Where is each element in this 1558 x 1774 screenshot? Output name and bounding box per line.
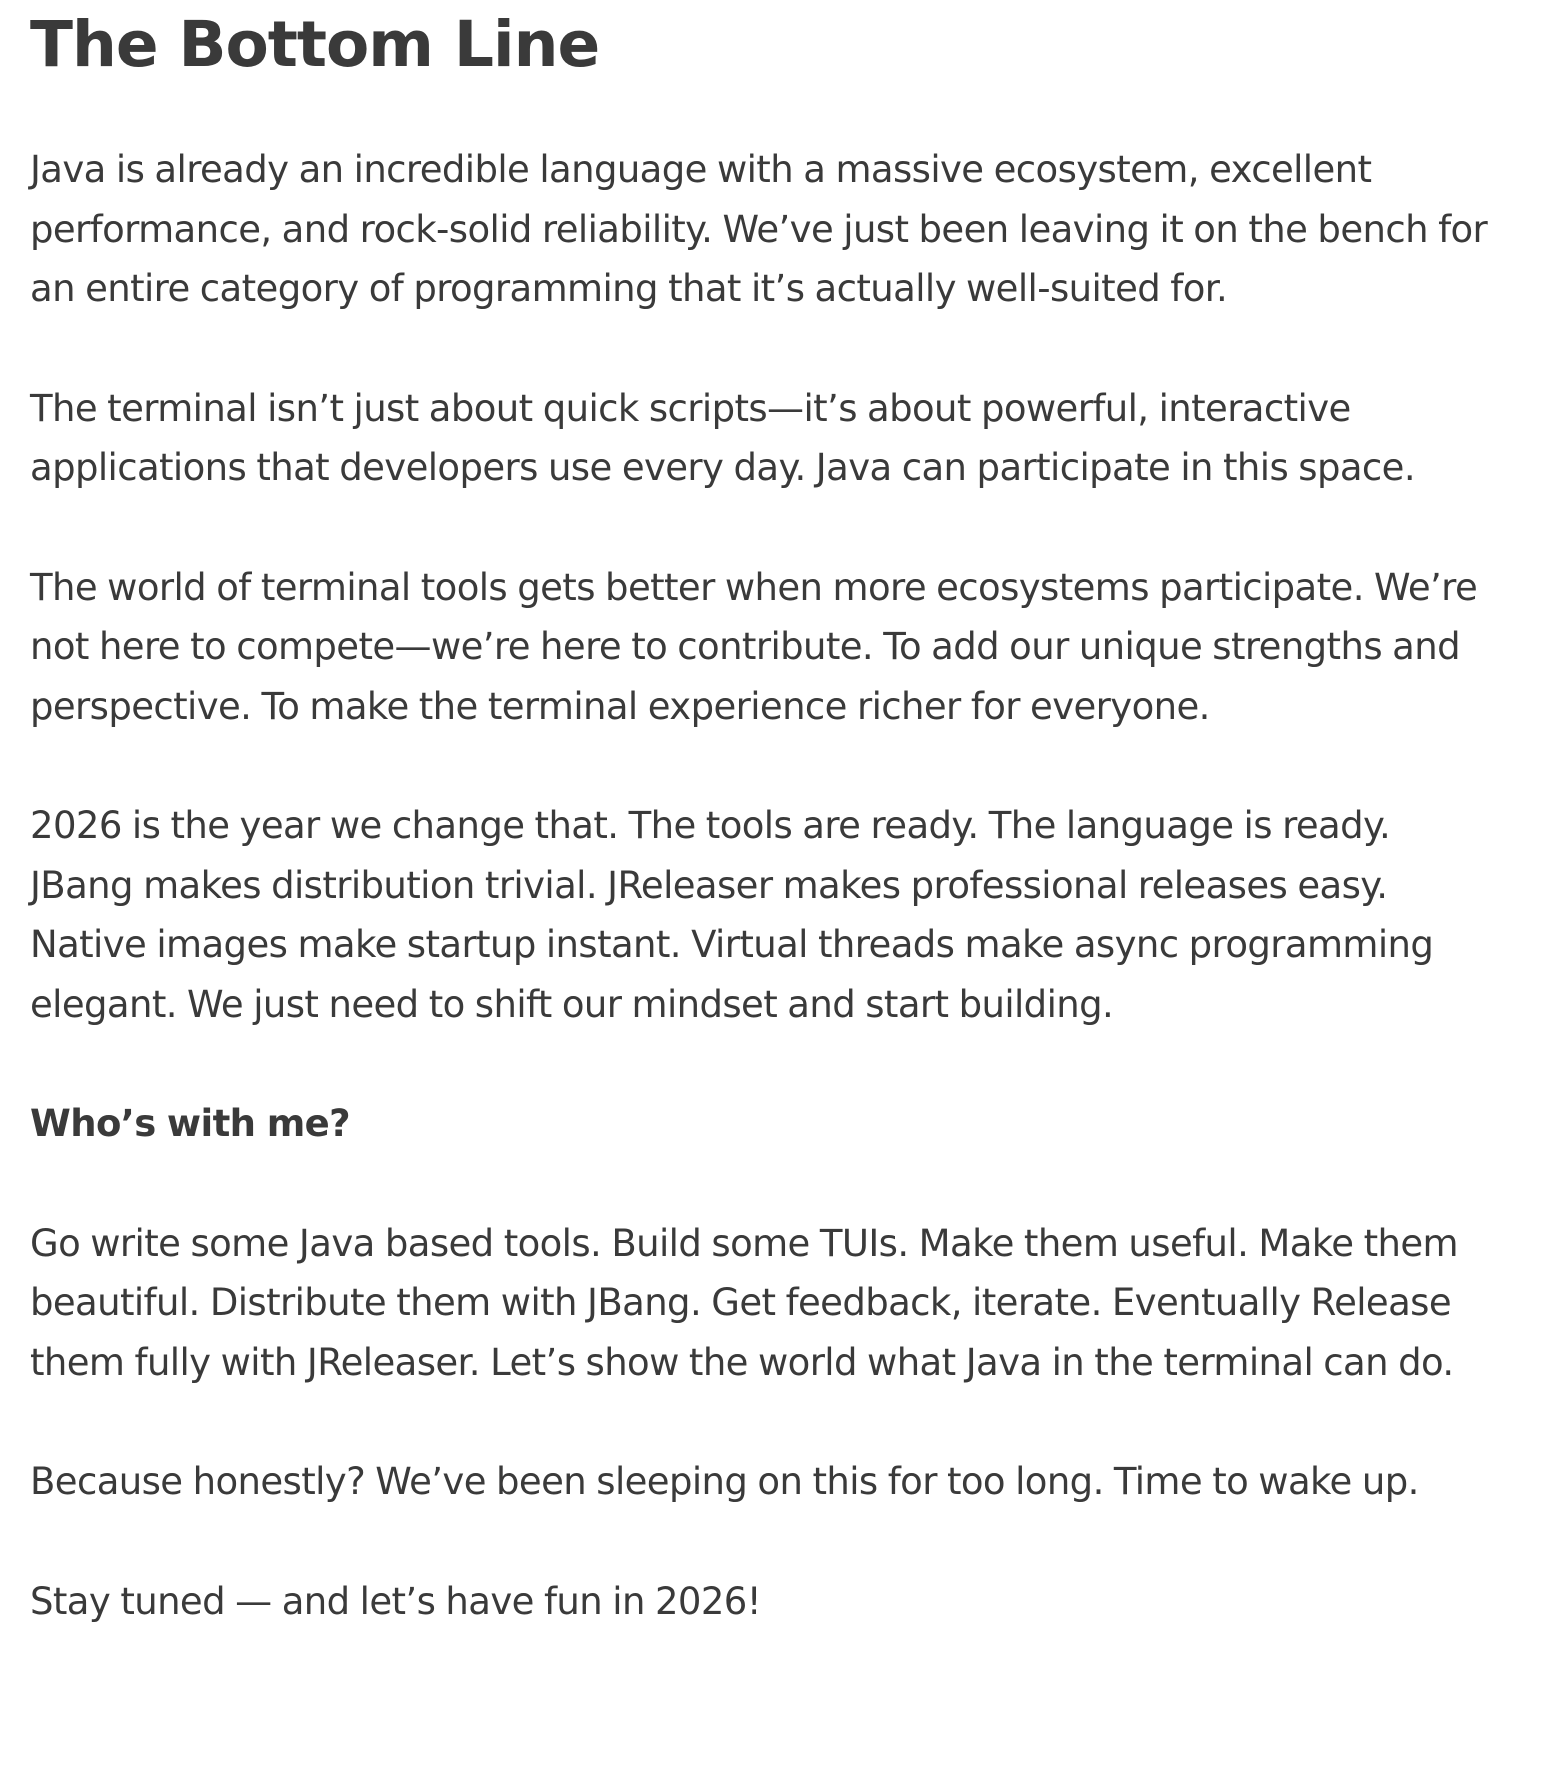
paragraph-go-write: Go write some Java based tools. Build some TUIs. Make them useful. Make them beautiful. Distribute them with JBang. Get feedback, iterate. Eventually Release them fully with JReleaser. Let’s show the world what Java in the terminal can do.: [30, 1221, 1458, 1384]
paragraph-ecosystems: The world of terminal tools gets better when more ecosystems participate. We’re not here to compete—we’re here to contribute. To add our unique strengths and perspective. To make the terminal experience richer for everyone.: [30, 565, 1478, 728]
paragraph-whos-with-me: Who’s with me?: [30, 1102, 351, 1145]
article-body: [30, 0, 1500, 1631]
paragraph-stay-tuned: Stay tuned — and let’s have fun in 2026!: [30, 1579, 761, 1623]
paragraph-2026: 2026 is the year we change that. The tools are ready. The language is ready. JBang makes distribution trivial. JReleaser makes professional releases easy. Native images make startup instant. Virtual threads make async programming elegant. We just need to shift our mindset and start building.: [30, 804, 1434, 1026]
paragraph-java-incredible: Java is already an incredible language with a massive ecosystem, excellent performance, and rock-solid reliability. We’ve just been leaving it on the bench for an entire category of programming that it’s actually well-suited for.: [30, 148, 1488, 310]
paragraph-honestly: Because honestly? We’ve been sleeping on this for too long. Time to wake up.: [30, 1460, 1419, 1503]
paragraph-terminal-apps: The terminal isn’t just about quick scripts—it’s about powerful, interactive applications that developers use every day. Java can participate in this space.: [30, 386, 1415, 489]
section-heading: The Bottom Line: [30, 8, 600, 81]
